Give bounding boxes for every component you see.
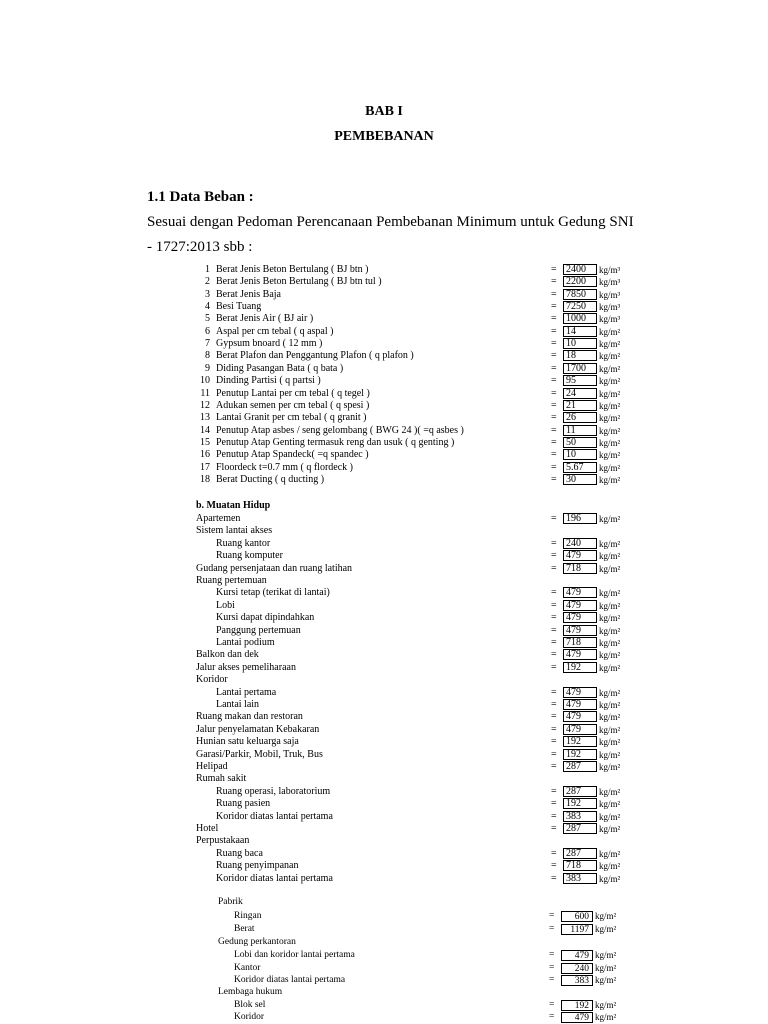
row-label: Aspal per cm tebal ( q aspal ) — [216, 325, 334, 337]
table-row — [0, 264, 768, 276]
equals-sign: = — [549, 1000, 555, 1010]
unit-label: kg/m² — [595, 975, 617, 985]
row-label: Berat Jenis Air ( BJ air ) — [216, 313, 314, 325]
equals-sign: = — [551, 362, 557, 374]
value-box: 14 — [563, 326, 597, 337]
row-label: Berat Jenis Beton Bertulang ( BJ btn tul ) — [216, 276, 382, 288]
value-box: 479 — [563, 699, 597, 710]
value-box: 1197 — [561, 924, 593, 935]
row-label: Jalur akses pemeliharaan — [196, 661, 296, 673]
row-number: 14 — [200, 424, 210, 436]
unit-label: kg/m² — [599, 400, 621, 411]
row-label: Dinding Partisi ( q partsi ) — [216, 375, 321, 387]
unit-label: kg/m² — [599, 363, 621, 374]
list-item — [0, 525, 768, 537]
unit-label: kg/m² — [599, 799, 621, 810]
unit-label: kg/m² — [599, 625, 621, 636]
unit-label: kg/m² — [599, 563, 621, 574]
equals-sign: = — [551, 301, 557, 313]
unit-label: kg/m³ — [599, 277, 621, 288]
row-label: Berat — [234, 924, 255, 934]
row-number: 11 — [200, 387, 210, 399]
unit-label: kg/m² — [599, 588, 621, 599]
unit-label: kg/m² — [599, 848, 621, 859]
row-label: Blok sel — [234, 1000, 266, 1010]
row-label: Hotel — [196, 823, 219, 834]
value-box: 240 — [563, 538, 597, 549]
row-label: Penutup Atap asbes / seng gelombang ( BWG 24 )( =q asbes ) — [216, 424, 464, 436]
table-row — [0, 301, 768, 313]
row-label: Lembaga hukum — [218, 987, 283, 997]
row-label: Gypsum bnoard ( 12 mm ) — [216, 338, 323, 350]
equals-sign: = — [551, 785, 557, 797]
unit-label: kg/m² — [595, 1012, 617, 1022]
value-box: 479 — [563, 711, 597, 722]
unit-label: kg/m² — [595, 924, 617, 934]
unit-label: kg/m² — [599, 413, 621, 424]
section-heading: 1.1 Data Beban : — [147, 189, 254, 205]
row-label: Sistem lantai akses — [196, 525, 273, 537]
table-row — [0, 326, 768, 338]
unit-label: kg/m² — [599, 600, 621, 611]
value-box: 240 — [561, 963, 593, 974]
row-number: 8 — [205, 350, 210, 362]
row-label: Lobi — [216, 599, 235, 611]
value-box: 718 — [563, 563, 597, 574]
equals-sign: = — [549, 963, 555, 973]
unit-label: kg/m² — [599, 700, 621, 710]
table-row — [0, 363, 768, 375]
list-item — [0, 860, 768, 872]
row-label: Hunian satu keluarga saja — [196, 736, 299, 748]
equals-sign: = — [551, 612, 557, 624]
value-box: 600 — [561, 911, 593, 922]
equals-sign: = — [551, 461, 557, 473]
unit-label: kg/m² — [599, 712, 621, 723]
unit-label: kg/m² — [599, 737, 621, 748]
unit-label: kg/m² — [599, 437, 621, 448]
unit-label: kg/m² — [599, 762, 621, 772]
equals-sign: = — [551, 599, 557, 611]
list-item — [0, 550, 768, 562]
row-number: 5 — [205, 313, 210, 325]
equals-sign: = — [551, 711, 557, 723]
table-row — [0, 338, 768, 350]
unit-label: kg/m² — [599, 376, 621, 387]
unit-label: kg/m² — [595, 1000, 617, 1010]
row-number: 17 — [200, 461, 210, 473]
list-item — [0, 1012, 768, 1024]
row-number: 15 — [200, 436, 210, 448]
equals-sign: = — [551, 399, 557, 411]
value-box: 50 — [563, 437, 597, 448]
unit-label: kg/m² — [599, 450, 621, 461]
row-number: 6 — [205, 325, 210, 337]
list-item — [0, 835, 768, 847]
row-label: Adukan semen per cm tebal ( q spesi ) — [216, 399, 370, 411]
list-item — [0, 963, 768, 975]
chapter-title: PEMBEBANAN — [334, 129, 434, 144]
list-item — [0, 600, 768, 612]
row-label: Ruang baca — [216, 847, 263, 859]
equals-sign: = — [551, 537, 557, 549]
equals-sign: = — [551, 436, 557, 448]
value-box: 24 — [563, 388, 597, 399]
unit-label: kg/m² — [599, 613, 621, 624]
value-box: 287 — [563, 761, 597, 772]
unit-label: kg/m³ — [599, 302, 621, 313]
row-label: Ringan — [234, 911, 262, 921]
row-label: Ruang penyimpanan — [216, 860, 299, 872]
row-label: Gedung perkantoran — [218, 937, 296, 947]
row-label: Besi Tuang — [216, 301, 262, 313]
value-box: 2400 — [563, 264, 597, 275]
equals-sign: = — [551, 587, 557, 599]
equals-sign: = — [551, 264, 557, 275]
row-label: Gudang persenjataan dan ruang latihan — [196, 562, 353, 574]
equals-sign: = — [551, 699, 557, 710]
value-box: 10 — [563, 449, 597, 460]
list-item — [0, 724, 768, 736]
list-item — [0, 612, 768, 624]
list-item — [0, 662, 768, 674]
row-label: Perpustakaan — [196, 835, 250, 847]
equals-sign: = — [551, 686, 557, 698]
row-label: Kursi dapat dipindahkan — [216, 612, 315, 624]
equals-sign: = — [549, 924, 555, 934]
unit-label: kg/m² — [599, 351, 621, 362]
equals-sign: = — [551, 313, 557, 325]
value-box: 479 — [563, 625, 597, 636]
list-item — [0, 575, 768, 587]
value-box: 26 — [563, 412, 597, 423]
list-item — [0, 911, 768, 923]
value-box: 718 — [563, 860, 597, 871]
value-box: 10 — [563, 338, 597, 349]
list-item — [0, 625, 768, 637]
chapter-label: BAB I — [365, 104, 403, 119]
list-item — [0, 699, 768, 711]
row-label: Berat Jenis Baja — [216, 288, 281, 300]
unit-label: kg/m² — [599, 551, 621, 562]
row-label: Panggung pertemuan — [216, 624, 301, 636]
row-label: Kursi tetap (terikat di lantai) — [216, 587, 330, 599]
row-label: Koridor — [196, 674, 228, 686]
unit-label: kg/m² — [599, 749, 621, 760]
equals-sign: = — [551, 288, 557, 300]
unit-label: kg/m² — [599, 388, 621, 399]
value-box: 7850 — [563, 289, 597, 300]
value-box: 192 — [563, 749, 597, 760]
row-label: Lobi dan koridor lantai pertama — [234, 950, 355, 960]
row-label: Koridor diatas lantai pertama — [216, 872, 333, 884]
value-box: 21 — [563, 400, 597, 411]
row-label: Penutup Atap Spandeck( =q spandec ) — [216, 449, 369, 461]
table-row — [0, 474, 768, 486]
equals-sign: = — [551, 424, 557, 436]
row-label: Ruang operasi, laboratorium — [216, 785, 331, 797]
unit-label: kg/m² — [599, 811, 621, 822]
list-item — [0, 563, 768, 575]
value-box: 383 — [561, 975, 593, 986]
value-box: 479 — [563, 649, 597, 660]
unit-label: kg/m² — [595, 963, 617, 973]
unit-label: kg/m² — [599, 326, 621, 337]
unit-label: kg/m² — [599, 687, 621, 698]
unit-label: kg/m² — [595, 950, 617, 960]
equals-sign: = — [551, 412, 557, 424]
table-row — [0, 375, 768, 387]
value-box: 192 — [561, 1000, 593, 1011]
row-label: Garasi/Parkir, Mobil, Truk, Bus — [196, 748, 323, 760]
unit-label: kg/m² — [599, 724, 621, 735]
row-number: 13 — [200, 412, 210, 424]
table-row — [0, 276, 768, 288]
value-box: 192 — [563, 662, 597, 673]
list-item — [0, 736, 768, 748]
row-label: Jalur penyelamatan Kebakaran — [196, 723, 320, 735]
table-row — [0, 462, 768, 474]
unit-label: kg/m² — [599, 824, 621, 834]
equals-sign: = — [551, 661, 557, 673]
value-box: 192 — [563, 798, 597, 809]
list-item — [0, 637, 768, 649]
value-box: 287 — [563, 786, 597, 797]
equals-sign: = — [551, 723, 557, 735]
list-item — [0, 975, 768, 987]
row-number: 4 — [205, 301, 210, 313]
unit-label: kg/m² — [599, 650, 621, 661]
equals-sign: = — [551, 810, 557, 822]
list-item — [0, 823, 768, 835]
value-box: 287 — [563, 823, 597, 834]
equals-sign: = — [551, 325, 557, 337]
unit-label: kg/m² — [599, 873, 621, 884]
row-label: Koridor diatas lantai pertama — [234, 975, 346, 985]
list-item — [0, 538, 768, 550]
list-item — [0, 924, 768, 936]
row-label: Koridor — [234, 1012, 265, 1022]
row-label: Kantor — [234, 963, 261, 973]
value-box: 11 — [563, 425, 597, 436]
row-label: Lantai lain — [216, 699, 260, 710]
equals-sign: = — [551, 624, 557, 636]
list-item — [0, 950, 768, 962]
table-row — [0, 350, 768, 362]
value-box: 287 — [563, 848, 597, 859]
list-item — [0, 897, 768, 909]
row-label: Ruang kantor — [216, 537, 271, 549]
list-item — [0, 687, 768, 699]
equals-sign: = — [551, 761, 557, 772]
value-box: 718 — [563, 637, 597, 648]
value-box: 2200 — [563, 276, 597, 287]
value-box: 479 — [561, 950, 593, 961]
unit-label: kg/m² — [599, 538, 621, 549]
equals-sign: = — [551, 473, 557, 485]
list-item — [0, 811, 768, 823]
value-box: 192 — [563, 736, 597, 747]
equals-sign: = — [549, 950, 555, 960]
live-load-heading: b. Muatan Hidup — [196, 500, 271, 511]
unit-label: kg/m² — [595, 911, 617, 921]
unit-label: kg/m³ — [599, 265, 621, 275]
value-box: 479 — [563, 587, 597, 598]
list-item — [0, 798, 768, 810]
row-number: 9 — [205, 362, 210, 374]
value-box: 479 — [563, 550, 597, 561]
value-box: 95 — [563, 375, 597, 386]
equals-sign: = — [551, 736, 557, 748]
value-box: 479 — [563, 687, 597, 698]
list-item — [0, 711, 768, 723]
value-box: 479 — [563, 724, 597, 735]
row-number: 18 — [200, 473, 210, 485]
row-label: Berat Plafon dan Penggantung Plafon ( q plafon ) — [216, 350, 414, 362]
list-item — [0, 786, 768, 798]
row-label: Apartemen — [196, 513, 241, 524]
table-row — [0, 313, 768, 325]
list-item — [0, 1000, 768, 1012]
row-number: 7 — [205, 338, 210, 350]
row-label: Berat Ducting ( q ducting ) — [216, 473, 325, 485]
table-row — [0, 412, 768, 424]
unit-label: kg/m² — [599, 462, 621, 473]
row-label: Ruang pertemuan — [196, 575, 267, 586]
intro-text-line-2: - 1727:2013 sbb : — [147, 239, 253, 255]
equals-sign: = — [551, 649, 557, 661]
table-row — [0, 437, 768, 449]
row-label: Pabrik — [218, 897, 243, 907]
equals-sign: = — [551, 375, 557, 387]
value-box: 30 — [563, 474, 597, 485]
equals-sign: = — [551, 798, 557, 810]
value-box: 479 — [563, 600, 597, 611]
row-label: Lantai Granit per cm tebal ( q granit ) — [216, 412, 367, 424]
list-item — [0, 674, 768, 686]
list-item — [0, 873, 768, 885]
table-row — [0, 388, 768, 400]
value-box: 1700 — [563, 363, 597, 374]
intro-text-line-1: Sesuai dengan Pedoman Perencanaan Pembebanan Minimum untuk Gedung SNI — [147, 214, 634, 230]
list-item — [0, 587, 768, 599]
row-label: Penutup Atap Genting termasuk reng dan usuk ( q genting ) — [216, 436, 455, 448]
equals-sign: = — [551, 350, 557, 362]
row-label: Rumah sakit — [196, 773, 247, 785]
unit-label: kg/m² — [599, 786, 621, 797]
list-item — [0, 987, 768, 999]
equals-sign: = — [551, 562, 557, 574]
value-box: 1000 — [563, 313, 597, 324]
row-label: Penutup Lantai per cm tebal ( q tegel ) — [216, 387, 370, 399]
list-item — [0, 848, 768, 860]
row-label: Diding Pasangan Bata ( q bata ) — [216, 362, 344, 374]
list-item — [0, 761, 768, 773]
value-box: 479 — [563, 612, 597, 623]
value-box: 7250 — [563, 301, 597, 312]
row-number: 1 — [205, 264, 210, 275]
value-box: 196 — [563, 513, 597, 524]
unit-label: kg/m² — [599, 474, 621, 485]
equals-sign: = — [551, 513, 557, 524]
equals-sign: = — [549, 975, 555, 985]
equals-sign: = — [551, 847, 557, 859]
equals-sign: = — [549, 911, 555, 921]
value-box: 18 — [563, 350, 597, 361]
table-row — [0, 449, 768, 461]
equals-sign: = — [551, 823, 557, 834]
unit-label: kg/m² — [599, 638, 621, 648]
row-label: Lantai pertama — [216, 686, 277, 698]
equals-sign: = — [551, 387, 557, 399]
value-box: 383 — [563, 873, 597, 884]
equals-sign: = — [551, 449, 557, 461]
equals-sign: = — [551, 748, 557, 760]
list-item — [0, 513, 768, 525]
equals-sign: = — [551, 637, 557, 648]
value-box: 383 — [563, 811, 597, 822]
row-number: 2 — [205, 276, 210, 288]
unit-label: kg/m² — [599, 662, 621, 673]
row-label: Ruang pasien — [216, 798, 271, 810]
list-item — [0, 649, 768, 661]
table-row — [0, 425, 768, 437]
unit-label: kg/m² — [599, 514, 621, 524]
list-item — [0, 749, 768, 761]
table-row — [0, 289, 768, 301]
row-label: Floordeck t=0.7 mm ( q flordeck ) — [216, 461, 353, 473]
unit-label: kg/m² — [599, 339, 621, 350]
row-label: Balkon dan dek — [196, 649, 259, 661]
unit-label: kg/m³ — [599, 314, 621, 325]
row-label: Ruang komputer — [216, 550, 283, 562]
equals-sign: = — [551, 276, 557, 288]
row-number: 12 — [200, 399, 210, 411]
row-label: Koridor diatas lantai pertama — [216, 810, 333, 822]
row-label: Lantai podium — [216, 637, 275, 648]
value-box: 5.67 — [563, 462, 597, 473]
row-label: Berat Jenis Beton Bertulang ( BJ btn ) — [216, 264, 369, 275]
unit-label: kg/m² — [599, 861, 621, 872]
equals-sign: = — [549, 1012, 555, 1022]
row-number: 10 — [200, 375, 210, 387]
table-row — [0, 400, 768, 412]
equals-sign: = — [551, 872, 557, 884]
unit-label: kg/m² — [599, 425, 621, 436]
row-number: 3 — [205, 288, 210, 300]
list-item — [0, 773, 768, 785]
equals-sign: = — [551, 338, 557, 350]
row-label: Ruang makan dan restoran — [196, 711, 303, 723]
equals-sign: = — [551, 550, 557, 562]
list-item — [0, 937, 768, 949]
row-number: 16 — [200, 449, 210, 461]
unit-label: kg/m³ — [599, 289, 621, 300]
value-box: 479 — [561, 1012, 593, 1023]
equals-sign: = — [551, 860, 557, 872]
row-label: Helipad — [196, 761, 228, 772]
